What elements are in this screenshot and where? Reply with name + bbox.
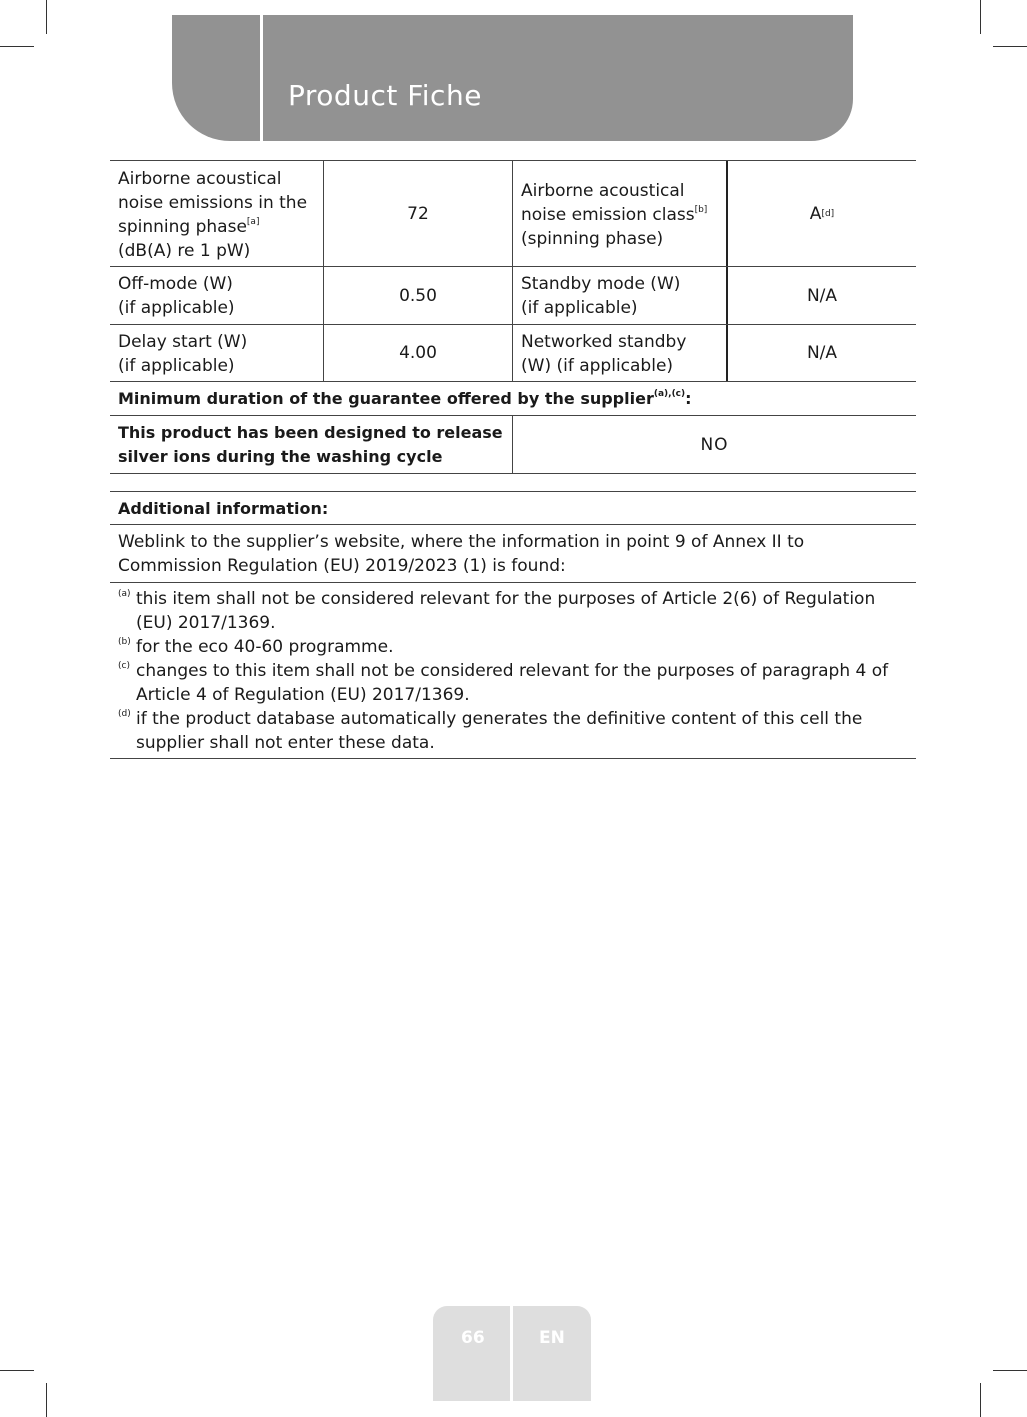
footer-divider [510,1306,513,1401]
footnote-c: (c) changes to this item shall not be considered relevant for the purposes of paragraph 4 of Article 4 of Regulation (EU) 2017/1369. [118,661,889,705]
offmode-label: Off-mode (W) (if applicable) [110,267,324,324]
footnotes-row [110,582,916,758]
language-code: EN [539,1328,565,1348]
table-row-delay [110,324,916,381]
footnote-b-mark: (b) [118,637,131,647]
footnote-c-mark: (c) [118,661,130,671]
delay-start-label: Delay start (W) (if applicable) [110,325,324,381]
delay-start-value: 4.00 [324,325,513,381]
table-row-guarantee [110,381,916,415]
header-divider [260,15,263,141]
footnote-d-mark: (d) [118,709,131,719]
noise-class-sub: (spinning phase) [521,229,664,249]
offmode-value: 0.50 [324,267,513,324]
standby-label: Standby mode (W) (if applicable) [513,267,728,324]
standby-value: N/A [806,285,838,306]
networked-standby-value: N/A [806,343,838,363]
table-row-noise [110,160,916,266]
noise-emissions-label: Airborne acoustical noise emissions in the spinning phase[a] (dB(A) re 1 pW) [110,161,324,266]
silver-ions-label: This product has been designed to release silver ions during the washing cycle [110,416,513,473]
footnotes-bottom-rule [110,758,916,759]
page-number: 66 [461,1328,485,1348]
table-row-silver-ions [110,415,916,473]
silver-ions-value: NO [700,434,729,455]
noise-class-label: Airborne acoustical noise emission class[b] (spinning phase) [513,161,728,266]
crop-mark [980,1383,981,1417]
crop-mark [993,1370,1027,1371]
networked-standby-label: Networked standby (W) (if applicable) [513,325,728,381]
crop-mark [980,0,981,34]
guarantee-label: Minimum duration of the guarantee offered by the supplier$^{(a),(c)}$: [118,389,692,408]
crop-mark [0,1370,34,1371]
table-row-offmode [110,266,916,324]
crop-mark [993,46,1027,47]
footnote-a: (a) this item shall not be considered relevant for the purposes of Article 2(6) of Regulation (EU) 2017/1369. [118,589,876,633]
crop-mark [46,0,47,34]
product-fiche-table [110,160,916,759]
additional-info-title: Additional information: [118,499,329,518]
noise-class-footnote-ref: [b] [694,205,708,215]
crop-mark [46,1383,47,1417]
header-tab [172,15,853,141]
footnotes [110,583,916,758]
weblink-text: Weblink to the supplier’s website, where the information in point 9 of Annex II to Commission Regulation (EU) 2019/2023 (1) is found: [118,532,805,576]
noise-class-value: A [d] [809,203,835,224]
guarantee-footnote-ref: (a),(c) [653,389,686,399]
noise-emissions-value: 72 [324,161,513,266]
footnote-b: (b) for the eco 40-60 programme. [118,637,394,657]
noise-emissions-unit: (dB(A) re 1 pW) [118,241,251,261]
footnote-d: (d) if the product database automatically generates the definitive content of this cell the supplier shall not enter these data. [118,709,863,753]
weblink-row [110,524,916,582]
crop-mark [0,46,34,47]
noise-emissions-footnote-ref: [a] [246,217,260,227]
additional-info-row [110,491,916,524]
page-footer-tab [433,1306,591,1401]
page-title: Product Fiche [288,79,482,112]
footnote-a-mark: (a) [118,589,131,599]
